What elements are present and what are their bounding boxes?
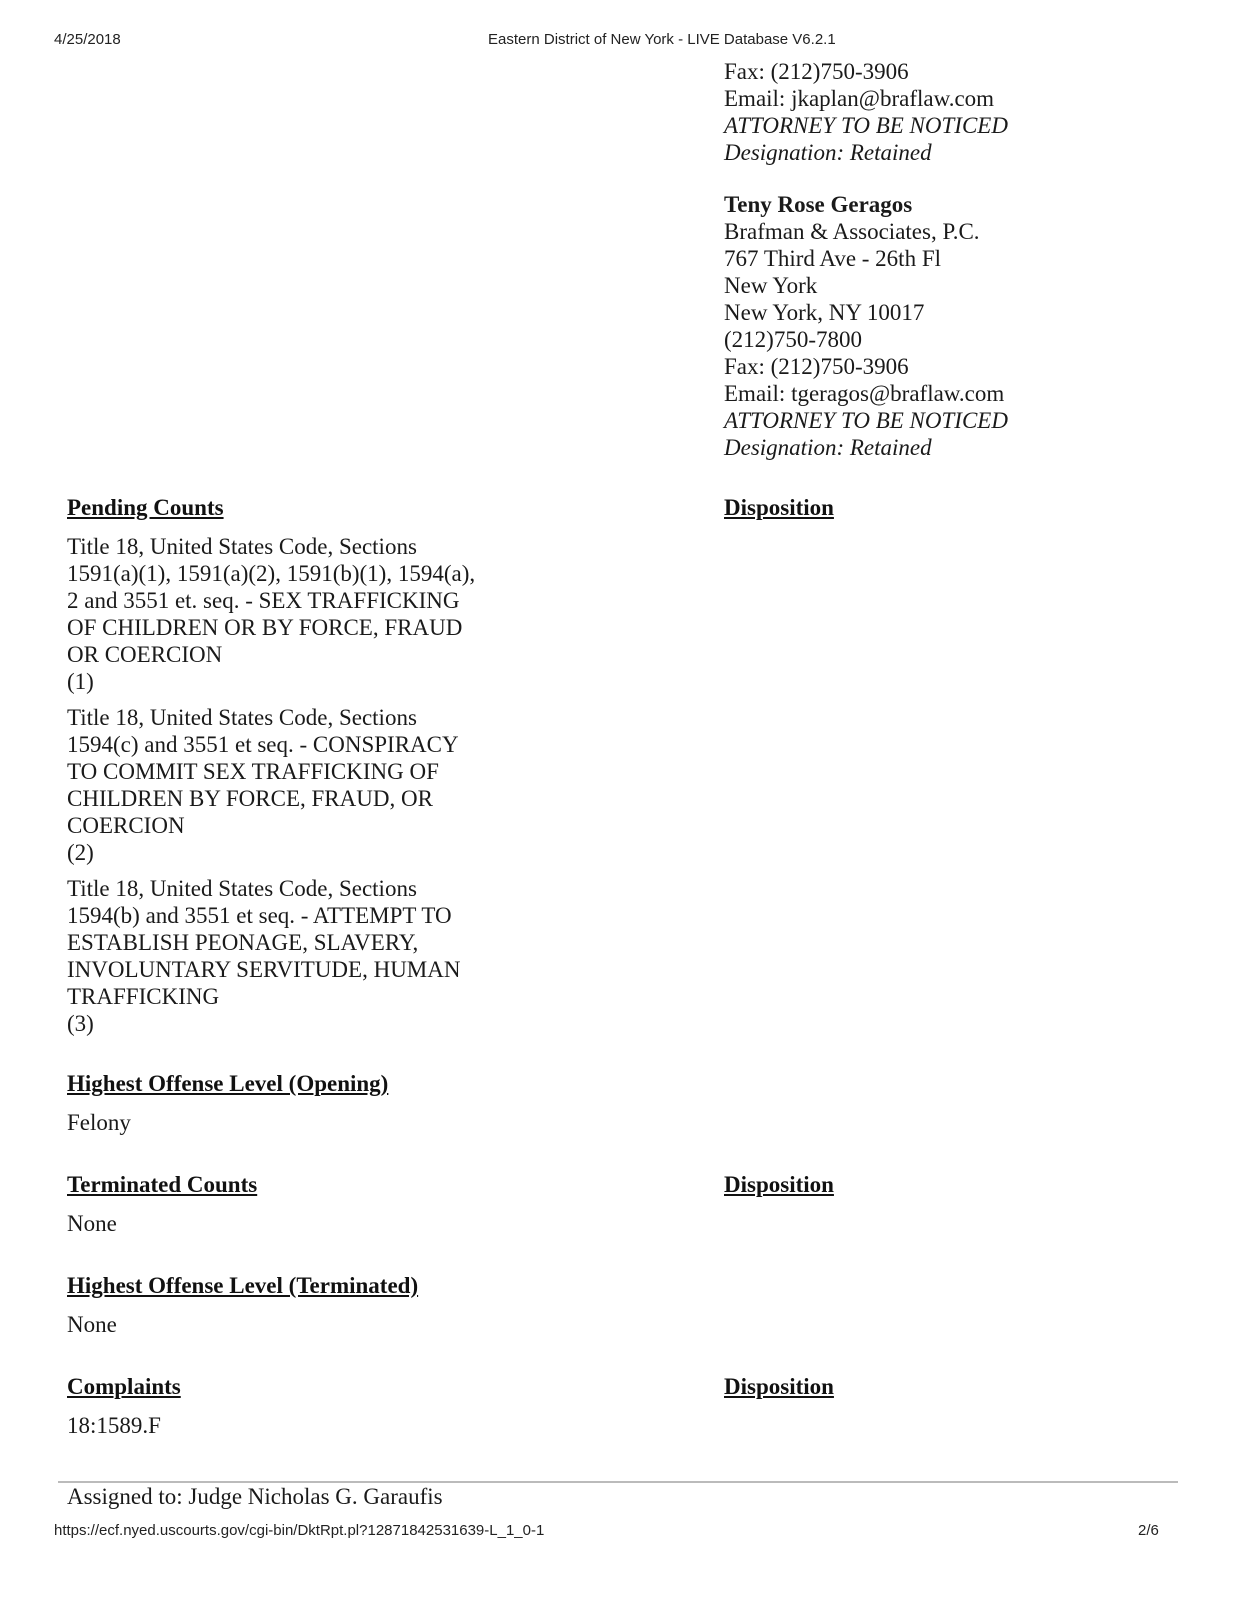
pending-counts-list <box>67 533 475 1046</box>
attorney-2-designation: Designation: Retained <box>724 435 932 460</box>
attorney-2-name: Teny Rose Geragos <box>724 192 913 217</box>
attorney-1-fax: Fax: (212)750-3906 <box>724 59 909 84</box>
count-item: Title 18, United States Code, Sections 1594(c) and 3551 et seq. - CONSPIRACY TO COMMIT SEX TRAFFICKING OF CHILDREN BY FORCE, FRAUD, OR COERCION (2) <box>67 704 475 866</box>
count-item: Title 18, United States Code, Sections 1594(b) and 3551 et seq. - ATTEMPT TO ESTABLISH PEONAGE, SLAVERY, INVOLUNTARY SERVITUDE, HUMAN TRAFFICKING (3) <box>67 875 475 1037</box>
print-date: 4/25/2018 <box>54 31 121 48</box>
highest-opening-value: Felony <box>67 1110 131 1135</box>
count-number: (2) <box>67 840 94 865</box>
highest-opening-heading: Highest Offense Level (Opening) <box>67 1071 389 1096</box>
attorney-2-email: Email: tgeragos@braflaw.com <box>724 381 1005 406</box>
attorney-2-address1: 767 Third Ave - 26th Fl <box>724 246 942 271</box>
complaints-disposition-heading: Disposition <box>724 1374 834 1399</box>
terminated-counts-heading: Terminated Counts <box>67 1172 258 1197</box>
page-title: Eastern District of New York - LIVE Database V6.2.1 <box>488 31 836 48</box>
terminated-disposition-heading: Disposition <box>724 1172 834 1197</box>
page-number: 2/6 <box>1138 1522 1159 1539</box>
attorney-2-fax: Fax: (212)750-3906 <box>724 354 909 379</box>
complaints-heading: Complaints <box>67 1374 181 1399</box>
pending-disposition-heading: Disposition <box>724 495 834 520</box>
attorney-1-contact <box>724 58 1008 166</box>
assigned-judge: Assigned to: Judge Nicholas G. Garaufis <box>67 1484 443 1509</box>
attorney-1-notice: ATTORNEY TO BE NOTICED <box>724 113 1008 138</box>
highest-terminated-value: None <box>67 1312 117 1337</box>
footer-url: https://ecf.nyed.uscourts.gov/cgi-bin/DktRpt.pl?12871842531639-L_1_0-1 <box>54 1522 545 1539</box>
complaints-value: 18:1589.F <box>67 1413 161 1438</box>
count-item: Title 18, United States Code, Sections 1591(a)(1), 1591(a)(2), 1591(b)(1), 1594(a), 2 and 3551 et. seq. - SEX TRAFFICKING OF CHILDREN OR BY FORCE, FRAUD OR COERCION (1) <box>67 534 476 694</box>
terminated-counts-value: None <box>67 1211 117 1236</box>
attorney-2-notice: ATTORNEY TO BE NOTICED <box>724 408 1008 433</box>
attorney-2-firm: Brafman & Associates, P.C. <box>724 219 980 244</box>
count-number: (3) <box>67 1011 94 1036</box>
pending-counts-heading: Pending Counts <box>67 495 224 520</box>
attorney-2-block <box>724 191 1008 461</box>
highest-terminated-heading: Highest Offense Level (Terminated) <box>67 1273 419 1298</box>
attorney-2-address2: New York <box>724 273 818 298</box>
attorney-2-address3: New York, NY 10017 <box>724 300 925 325</box>
count-number: (1) <box>67 669 94 694</box>
attorney-1-designation: Designation: Retained <box>724 140 932 165</box>
attorney-2-phone: (212)750-7800 <box>724 327 862 352</box>
attorney-1-email: Email: jkaplan@braflaw.com <box>724 86 995 111</box>
